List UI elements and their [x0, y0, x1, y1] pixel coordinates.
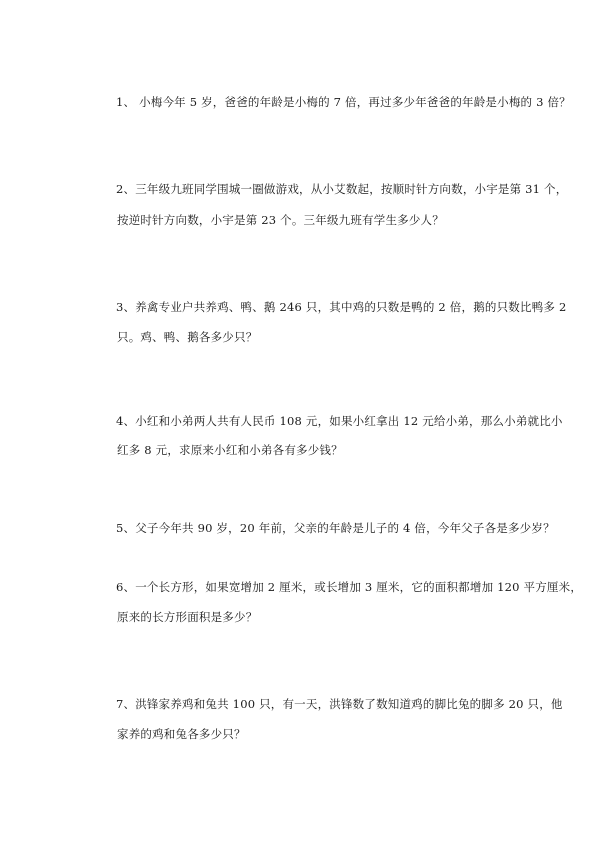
problem-2-line-2: 按逆时针方向数，小宇是第 23 个。三年级九班有学生多少人？ — [117, 213, 444, 227]
problem-4-line-2: 红多 8 元，求原来小红和小弟各有多少钱？ — [117, 443, 343, 457]
problem-2-line-1: 2、三年级九班同学围城一圈做游戏，从小艾数起，按顺时针方向数，小宇是第 31 个， — [116, 182, 568, 196]
problem-3-line-1: 3、养禽专业户共养鸡、鸭、鹅 246 只，其中鸡的只数是鸭的 2 倍，鹅的只数比鸭多 2 — [116, 300, 567, 314]
problem-3-line-2: 只。鸡、鸭、鹅各多少只？ — [117, 330, 258, 344]
problem-7-line-2: 家养的鸡和兔各多少只？ — [117, 727, 246, 741]
problem-1-line-1: 1、 小梅今年 5 岁，爸爸的年龄是小梅的 7 倍，再过多少年爸爸的年龄是小梅的 3 倍？ — [116, 95, 571, 109]
problem-6-line-1: 6、一个长方形，如果宽增加 2 厘米，或长增加 3 厘米，它的面积都增加 120 平方厘米， — [116, 580, 583, 594]
problem-7-line-1: 7、洪锋家养鸡和兔共 100 只，有一天，洪锋数了数知道鸡的脚比兔的脚多 20 只，他 — [116, 697, 563, 711]
problem-5-line-1: 5、父子今年共 90 岁，20 年前，父亲的年龄是儿子的 4 倍，今年父子各是多少岁？ — [116, 521, 555, 535]
problem-4-line-1: 4、小红和小弟两人共有人民币 108 元，如果小红拿出 12 元给小弟，那么小弟就比小 — [116, 414, 563, 428]
problem-6-line-2: 原来的长方形面积是多少？ — [117, 610, 258, 624]
